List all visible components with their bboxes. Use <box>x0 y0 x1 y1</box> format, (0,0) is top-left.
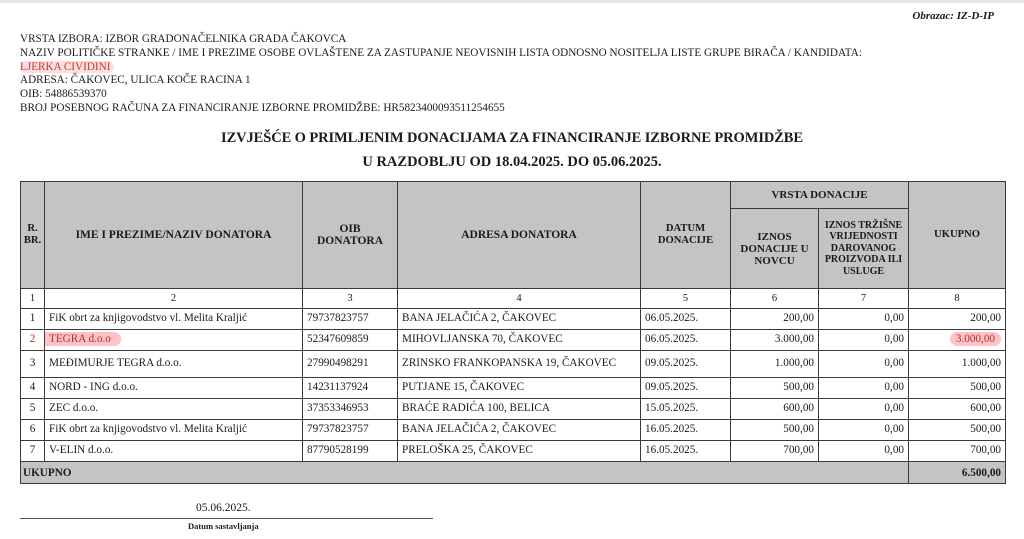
report-header-info <box>20 33 862 116</box>
top-border <box>0 0 1024 3</box>
donor-oib: 79737823757 <box>303 309 398 330</box>
donor-name <box>45 330 303 351</box>
donation-date: 06.05.2025. <box>641 309 731 330</box>
col-header-donation-type: VRSTA DONACIJE <box>731 182 909 209</box>
donor-name: FiK obrt za knjigovodstvo vl. Melita Kraljić <box>45 420 303 441</box>
signature-line <box>20 518 433 519</box>
table-row <box>21 399 1006 420</box>
campaign-account: BROJ POSEBNOG RAČUNA ZA FINANCIRANJE IZBORNE PROMIDŽBE: HR5823400093511254655 <box>20 101 505 114</box>
column-number: 6 <box>731 289 819 309</box>
row-number: 4 <box>21 378 45 399</box>
col-header-address: ADRESA DONATORA <box>398 182 641 289</box>
in-kind-amount: 0,00 <box>819 399 909 420</box>
header-row <box>21 182 1006 209</box>
candidate-oib: OIB: 54886539370 <box>20 88 107 101</box>
row-total: 700,00 <box>909 441 1006 462</box>
in-kind-amount: 0,00 <box>819 420 909 441</box>
table-row <box>21 441 1006 462</box>
compilation-date: 05.06.2025. <box>196 502 251 514</box>
donor-oib: 79737823757 <box>303 420 398 441</box>
donations-table <box>20 181 1006 484</box>
table-row <box>21 420 1006 441</box>
column-number-row <box>21 289 1006 309</box>
col-header-name: IME I PREZIME/NAZIV DONATORA <box>45 182 303 289</box>
donation-date: 16.05.2025. <box>641 420 731 441</box>
donation-date: 09.05.2025. <box>641 378 731 399</box>
table-row <box>21 351 1006 378</box>
cash-amount: 500,00 <box>731 420 819 441</box>
donation-date: 06.05.2025. <box>641 330 731 351</box>
row-total: 1.000,00 <box>909 351 1006 378</box>
row-number: 6 <box>21 420 45 441</box>
column-number: 3 <box>303 289 398 309</box>
donor-address: PUTJANE 15, ČAKOVEC <box>398 378 641 399</box>
in-kind-amount: 0,00 <box>819 378 909 399</box>
donor-address: BANA JELAČIĆA 2, ČAKOVEC <box>398 309 641 330</box>
donor-name: FiK obrt za knjigovodstvo vl. Melita Kraljić <box>45 309 303 330</box>
cash-amount: 500,00 <box>731 378 819 399</box>
in-kind-amount: 0,00 <box>819 441 909 462</box>
donor-oib: 37353346953 <box>303 399 398 420</box>
row-total: 600,00 <box>909 399 1006 420</box>
party-name-label: NAZIV POLITIČKE STRANKE / IME I PREZIME OSOBE OVLAŠTENE ZA ZASTUPANJE NEOVISNIH LISTA ODNOSNO NOSITELJA LISTE GRUPE BIRAČA / KANDIDATA: <box>20 46 862 59</box>
row-number: 7 <box>21 441 45 462</box>
donor-oib: 87790528199 <box>303 441 398 462</box>
donor-address: PRELOŠKA 25, ČAKOVEC <box>398 441 641 462</box>
column-number: 1 <box>21 289 45 309</box>
total-label: UKUPNO <box>21 462 909 484</box>
donor-oib: 27990498291 <box>303 351 398 378</box>
in-kind-amount: 0,00 <box>819 330 909 351</box>
report-title: IZVJEŠĆE O PRIMLJENIM DONACIJAMA ZA FINANCIRANJE IZBORNE PROMIDŽBE <box>221 130 803 146</box>
table-row <box>21 378 1006 399</box>
cash-amount: 3.000,00 <box>731 330 819 351</box>
highlighted-donor-name: TEGRA d.o.o <box>45 332 121 346</box>
row-total: 500,00 <box>909 378 1006 399</box>
table-row <box>21 330 1006 351</box>
report-period: U RAZDOBLJU OD 18.04.2025. DO 05.06.2025. <box>362 154 662 170</box>
row-total <box>909 330 1006 351</box>
col-header-oib: OIB DONATORA <box>303 182 398 289</box>
row-number: 3 <box>21 351 45 378</box>
in-kind-amount: 0,00 <box>819 351 909 378</box>
cash-amount: 700,00 <box>731 441 819 462</box>
cash-amount: 1.000,00 <box>731 351 819 378</box>
col-header-rbr: R. BR. <box>21 182 45 289</box>
donor-oib: 52347609859 <box>303 330 398 351</box>
form-code: Obrazac: IZ-D-IP <box>912 10 994 22</box>
column-number: 4 <box>398 289 641 309</box>
column-number: 7 <box>819 289 909 309</box>
col-header-cash: IZNOS DONACIJE U NOVCU <box>731 209 819 289</box>
row-total: 200,00 <box>909 309 1006 330</box>
candidate-address: ADRESA: ČAKOVEC, ULICA KOČE RACINA 1 <box>20 74 251 87</box>
highlighted-row-total: 3.000,00 <box>950 332 1001 346</box>
in-kind-amount: 0,00 <box>819 309 909 330</box>
donor-address: ZRINSKO FRANKOPANSKA 19, ČAKOVEC <box>398 351 641 378</box>
donor-address: BANA JELAČIĆA 2, ČAKOVEC <box>398 420 641 441</box>
donor-name: ZEC d.o.o. <box>45 399 303 420</box>
total-row <box>21 462 1006 484</box>
col-header-date: DATUM DONACIJE <box>641 182 731 289</box>
donor-name: V-ELIN d.o.o. <box>45 441 303 462</box>
donation-date: 16.05.2025. <box>641 441 731 462</box>
donation-date: 15.05.2025. <box>641 399 731 420</box>
row-number: 5 <box>21 399 45 420</box>
donor-name: NORD - ING d.o.o. <box>45 378 303 399</box>
row-number-text: 2 <box>29 333 36 346</box>
donation-date: 09.05.2025. <box>641 351 731 378</box>
row-number: 1 <box>21 309 45 330</box>
donor-oib: 14231137924 <box>303 378 398 399</box>
table-row <box>21 309 1006 330</box>
donor-name: MEĐIMURJE TEGRA d.o.o. <box>45 351 303 378</box>
row-number <box>21 330 45 351</box>
col-header-in-kind: IZNOS TRŽIŠNE VRIJEDNOSTI DAROVANOG PROIZVODA ILI USLUGE <box>819 209 909 289</box>
donor-address: BRAĆE RADIĆA 100, BELICA <box>398 399 641 420</box>
cash-amount: 600,00 <box>731 399 819 420</box>
column-number: 2 <box>45 289 303 309</box>
compilation-date-label: Datum sastavljanja <box>188 521 259 531</box>
donor-address: MIHOVLJANSKA 70, ČAKOVEC <box>398 330 641 351</box>
column-number: 5 <box>641 289 731 309</box>
column-number: 8 <box>909 289 1006 309</box>
row-total: 500,00 <box>909 420 1006 441</box>
grand-total: 6.500,00 <box>909 462 1006 484</box>
cash-amount: 200,00 <box>731 309 819 330</box>
col-header-total: UKUPNO <box>909 182 1006 289</box>
election-type: VRSTA IZBORA: IZBOR GRADONAČELNIKA GRADA ČAKOVCA <box>20 33 347 45</box>
candidate-name: LJERKA CIVIDINI <box>20 61 114 73</box>
